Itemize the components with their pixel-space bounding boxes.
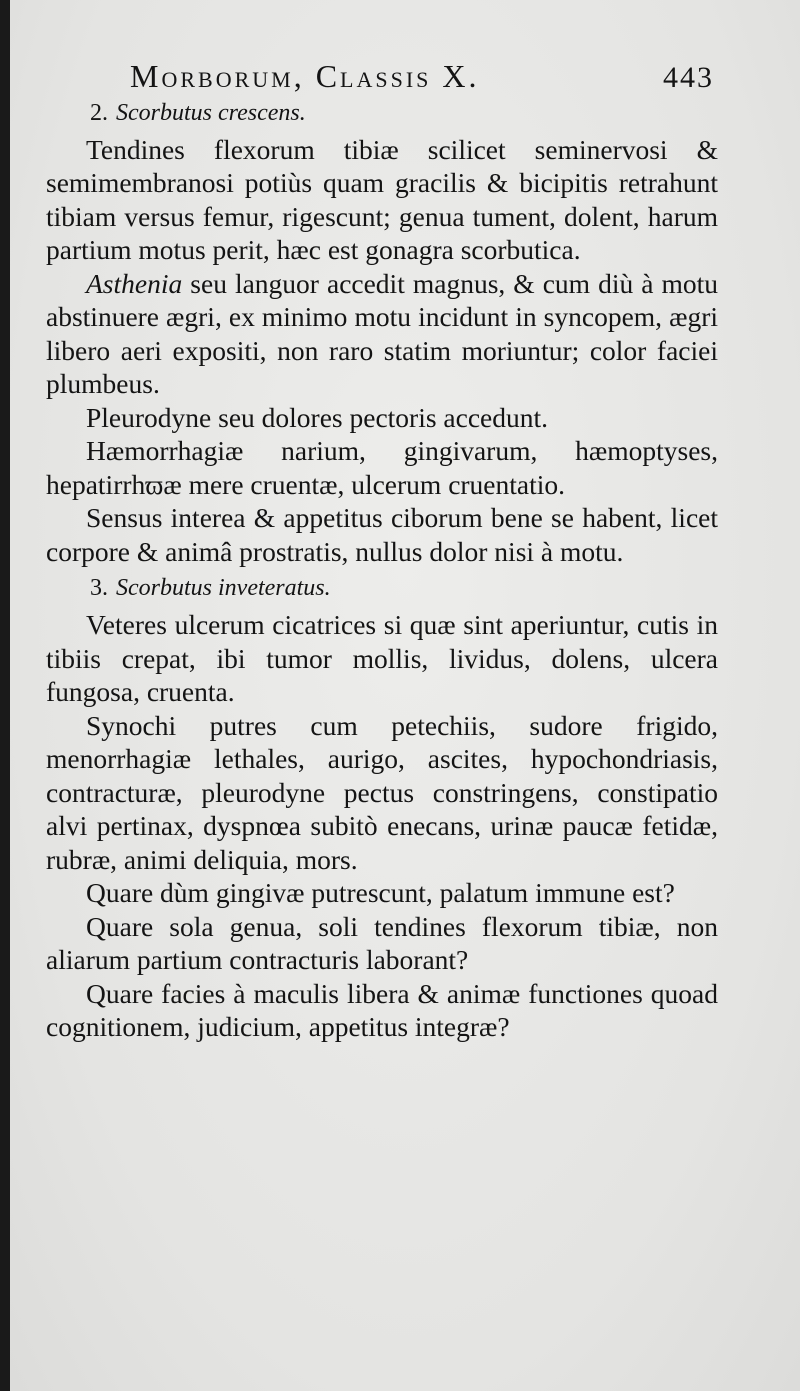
paragraph: Tendines flexorum tibiæ scilicet seminervosi & semimembranosi potiùs quam gracilis & bicipitis retrahunt tibiam versus femur, rigescunt; genua tument, dolent, harum partium motus perit, hæc est gonagra scorbutica. (46, 133, 718, 265)
text-column (46, 60, 718, 1044)
book-page (10, 0, 800, 1391)
paragraph-lead-word: Asthenia (86, 267, 183, 299)
paragraph: Quare facies à maculis libera & animæ functiones quoad cognitionem, judicium, appetitus integræ? (46, 977, 718, 1042)
paragraph-body: seu languor accedit magnus, & cum diù à motu abstinuere ægri, ex minimo motu incidunt in syncopem, ægri libero aeri expositi, non raro statim moriuntur; color faciei plumbeus. (46, 267, 719, 399)
paragraph: Hæmorrhagiæ narium, gingivarum, hæmoptyses, hepatirrhϖæ mere cruentæ, ulcerum cruentatio. (46, 435, 718, 500)
paragraph: Sensus interea & appetitus ciborum bene se habent, licet corpore & animâ prostratis, nullus dolor nisi à motu. (46, 502, 718, 567)
running-header (46, 60, 718, 95)
section-title: Scorbutus inveteratus. (116, 575, 331, 601)
paragraph-asthenia (46, 267, 718, 401)
section-number: 3. (90, 575, 108, 601)
paragraph: Synochi putres cum petechiis, sudore frigido, menorrhagiæ lethales, aurigo, ascites, hypochondriasis, contracturæ, pleurodyne pectus constringens, constipatio alvi pertinax, dyspnœa subitò enecans, urinæ paucæ fetidæ, rubræ, animi deliquia, mors. (46, 709, 718, 875)
running-title: Morborum, Classis X. (130, 58, 480, 94)
paragraph: Quare sola genua, soli tendines flexorum tibiæ, non aliarum partium contracturis laborant? (46, 910, 718, 975)
section-title: Scorbutus crescens. (116, 99, 306, 126)
section-number: 2. (90, 99, 108, 126)
section-heading-3 (46, 574, 718, 602)
paragraph: Pleurodyne seu dolores pectoris accedunt. (86, 401, 549, 433)
section-heading-2 (46, 99, 718, 127)
page-number: 443 (663, 61, 714, 94)
paragraph: Veteres ulcerum cicatrices si quæ sint aperiuntur, cutis in tibiis crepat, ibi tumor mollis, lividus, dolens, ulcera fungosa, cruenta. (46, 609, 718, 707)
paragraph: Quare dùm gingivæ putrescunt, palatum immune est? (86, 877, 675, 908)
